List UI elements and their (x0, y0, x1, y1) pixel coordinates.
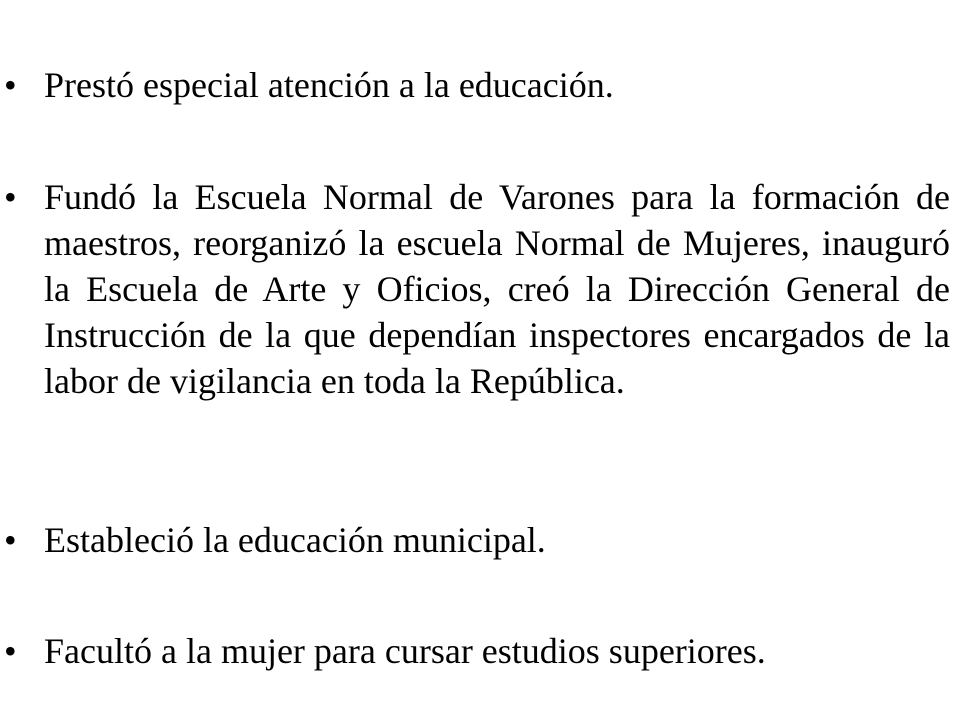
bullet-text: Estableció la educación municipal. (44, 520, 546, 560)
bullet-text: Prestó especial atención a la educación. (44, 65, 614, 105)
bullet-text: Facultó a la mujer para cursar estudios superiores. (44, 631, 766, 671)
bullet-marker: • (4, 631, 17, 671)
bullet-marker: • (4, 65, 17, 105)
bullet-marker: • (4, 177, 17, 217)
bullet-text: Fundó la Escuela Normal de Varones para la formación de maestros, reorganizó la escuela Normal de Mujeres, inauguró la Escuela de Arte y Oficios, creó la Dirección General de Instrucción de la que dependían inspectores encargados de la labor de vigilancia en toda la República. (44, 177, 950, 401)
bullet-marker: • (4, 520, 17, 560)
